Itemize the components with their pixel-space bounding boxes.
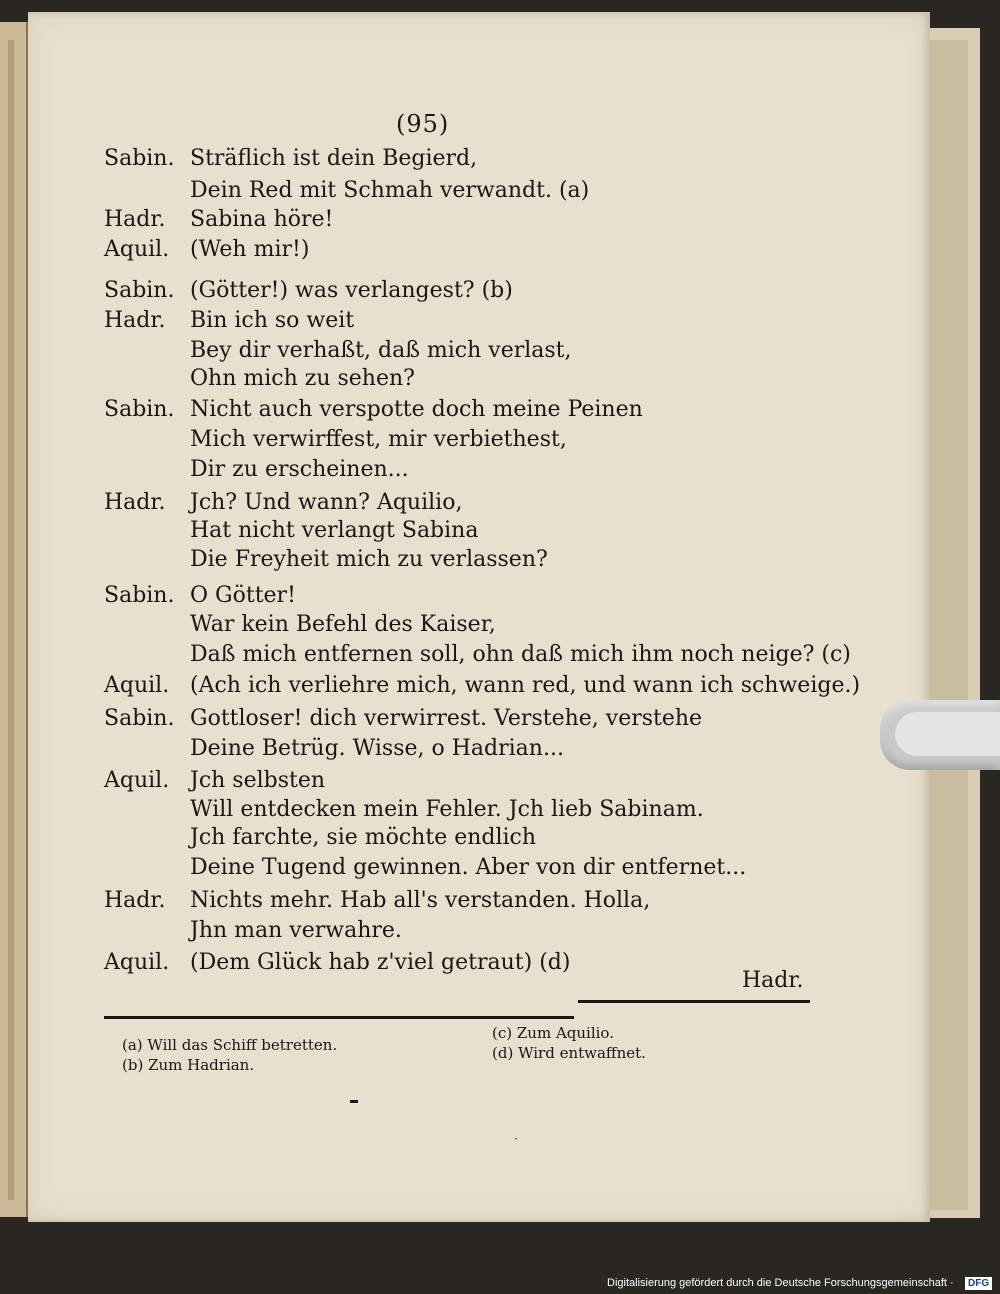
line-text: Hat nicht verlangt Sabina [190, 518, 479, 543]
dialogue-line [104, 397, 643, 429]
line-text: Dein Red mit Schmah verwandt. (a) [190, 178, 590, 203]
line-text: Deine Tugend gewinnen. Aber von dir entfernet... [190, 855, 747, 880]
dialogue-line [104, 457, 409, 489]
line-text: O Götter! [190, 583, 296, 608]
line-text: Dir zu erscheinen... [190, 457, 409, 482]
footnote-a: (a) Will das Schiff betretten. [122, 1036, 338, 1054]
catchword: Hadr. [742, 968, 804, 993]
dialogue-line [104, 547, 548, 579]
line-text: Bin ich so weit [190, 308, 355, 333]
dialogue-line [104, 146, 477, 178]
line-text: Gottloser! dich verwirrest. Verstehe, verstehe [190, 706, 703, 731]
footnote-rule [104, 1016, 574, 1019]
dialogue-line [104, 178, 589, 210]
dialogue-line [104, 237, 309, 269]
dialogue-line [104, 518, 478, 550]
speaker-name: Aquil. [104, 237, 170, 262]
footnote-d: (d) Wird entwaffnet. [492, 1044, 646, 1062]
speaker-name: Aquil. [104, 768, 170, 793]
speaker-name: Hadr. [104, 207, 166, 232]
speaker-name: Sabin. [104, 583, 175, 608]
footnote-rule-right [578, 1000, 810, 1003]
dialogue-line [104, 642, 851, 674]
line-text: (Ach ich verliehre mich, wann red, und wann ich schweige.) [190, 673, 861, 698]
speaker-name: Hadr. [104, 490, 166, 515]
dialogue-line [104, 207, 333, 239]
dialogue-line [104, 888, 650, 920]
line-text: Sträflich ist dein Begierd, [190, 146, 478, 171]
page-number: (95) [396, 110, 450, 138]
dialogue-line [104, 825, 536, 857]
speaker-name: Hadr. [104, 308, 166, 333]
line-text: Sabina höre! [190, 207, 334, 232]
speaker-name: Sabin. [104, 397, 175, 422]
ink-speck: · [514, 1132, 518, 1146]
line-text: War kein Befehl des Kaiser, [190, 612, 496, 637]
dialogue-line [104, 918, 402, 950]
line-text: Jch? Und wann? Aquilio, [190, 490, 463, 515]
speaker-name: Aquil. [104, 950, 170, 975]
dialogue-line [104, 950, 570, 982]
speaker-name: Hadr. [104, 888, 166, 913]
dialogue-line [104, 583, 296, 615]
line-text: Nichts mehr. Hab all's verstanden. Holla, [190, 888, 651, 913]
speaker-name: Sabin. [104, 706, 175, 731]
footnote-b: (b) Zum Hadrian. [122, 1056, 255, 1074]
line-text: Nicht auch verspotte doch meine Peinen [190, 397, 643, 422]
dialogue-line [104, 673, 860, 705]
dfg-logo: DFG [965, 1277, 992, 1290]
speaker-name: Sabin. [104, 146, 175, 171]
line-text: Bey dir verhaßt, daß mich verlast, [190, 338, 572, 363]
print-mark [350, 1100, 358, 1103]
facing-page-edge [0, 22, 28, 1217]
line-text: Jch farchte, sie möchte endlich [190, 825, 537, 850]
line-text: Will entdecken mein Fehler. Jch lieb Sabinam. [190, 797, 704, 822]
line-text: Jch selbsten [190, 768, 326, 793]
dialogue-line [104, 706, 702, 738]
line-text: Die Freyheit mich zu verlassen? [190, 547, 548, 572]
facing-page-shadow [8, 40, 14, 1200]
dialogue-line [104, 278, 513, 310]
line-text: (Weh mir!) [190, 237, 310, 262]
line-text: Ohn mich zu sehen? [190, 366, 415, 391]
footnote-c: (c) Zum Aquilio. [492, 1024, 614, 1042]
dialogue-line [104, 855, 746, 887]
speaker-name: Sabin. [104, 278, 175, 303]
line-text: Mich verwirffest, mir verbiethest, [190, 427, 567, 452]
dialogue-line [104, 612, 496, 644]
line-text: Deine Betrüg. Wisse, o Hadrian... [190, 736, 564, 761]
dialogue-line [104, 768, 325, 800]
digitization-credit: Digitalisierung gefördert durch die Deutsche Forschungsgemeinschaft · [607, 1277, 954, 1289]
page-clip-highlight [895, 712, 1000, 756]
dialogue-line [104, 308, 354, 340]
dialogue-line [104, 366, 415, 398]
dialogue-line [104, 427, 567, 459]
line-text: (Dem Glück hab z'viel getraut) (d) [190, 950, 571, 975]
dialogue-line [104, 736, 564, 768]
speaker-name: Aquil. [104, 673, 170, 698]
line-text: Jhn man verwahre. [190, 918, 402, 943]
line-text: Daß mich entfernen soll, ohn daß mich ihm noch neige? (c) [190, 642, 851, 667]
line-text: (Götter!) was verlangest? (b) [190, 278, 513, 303]
